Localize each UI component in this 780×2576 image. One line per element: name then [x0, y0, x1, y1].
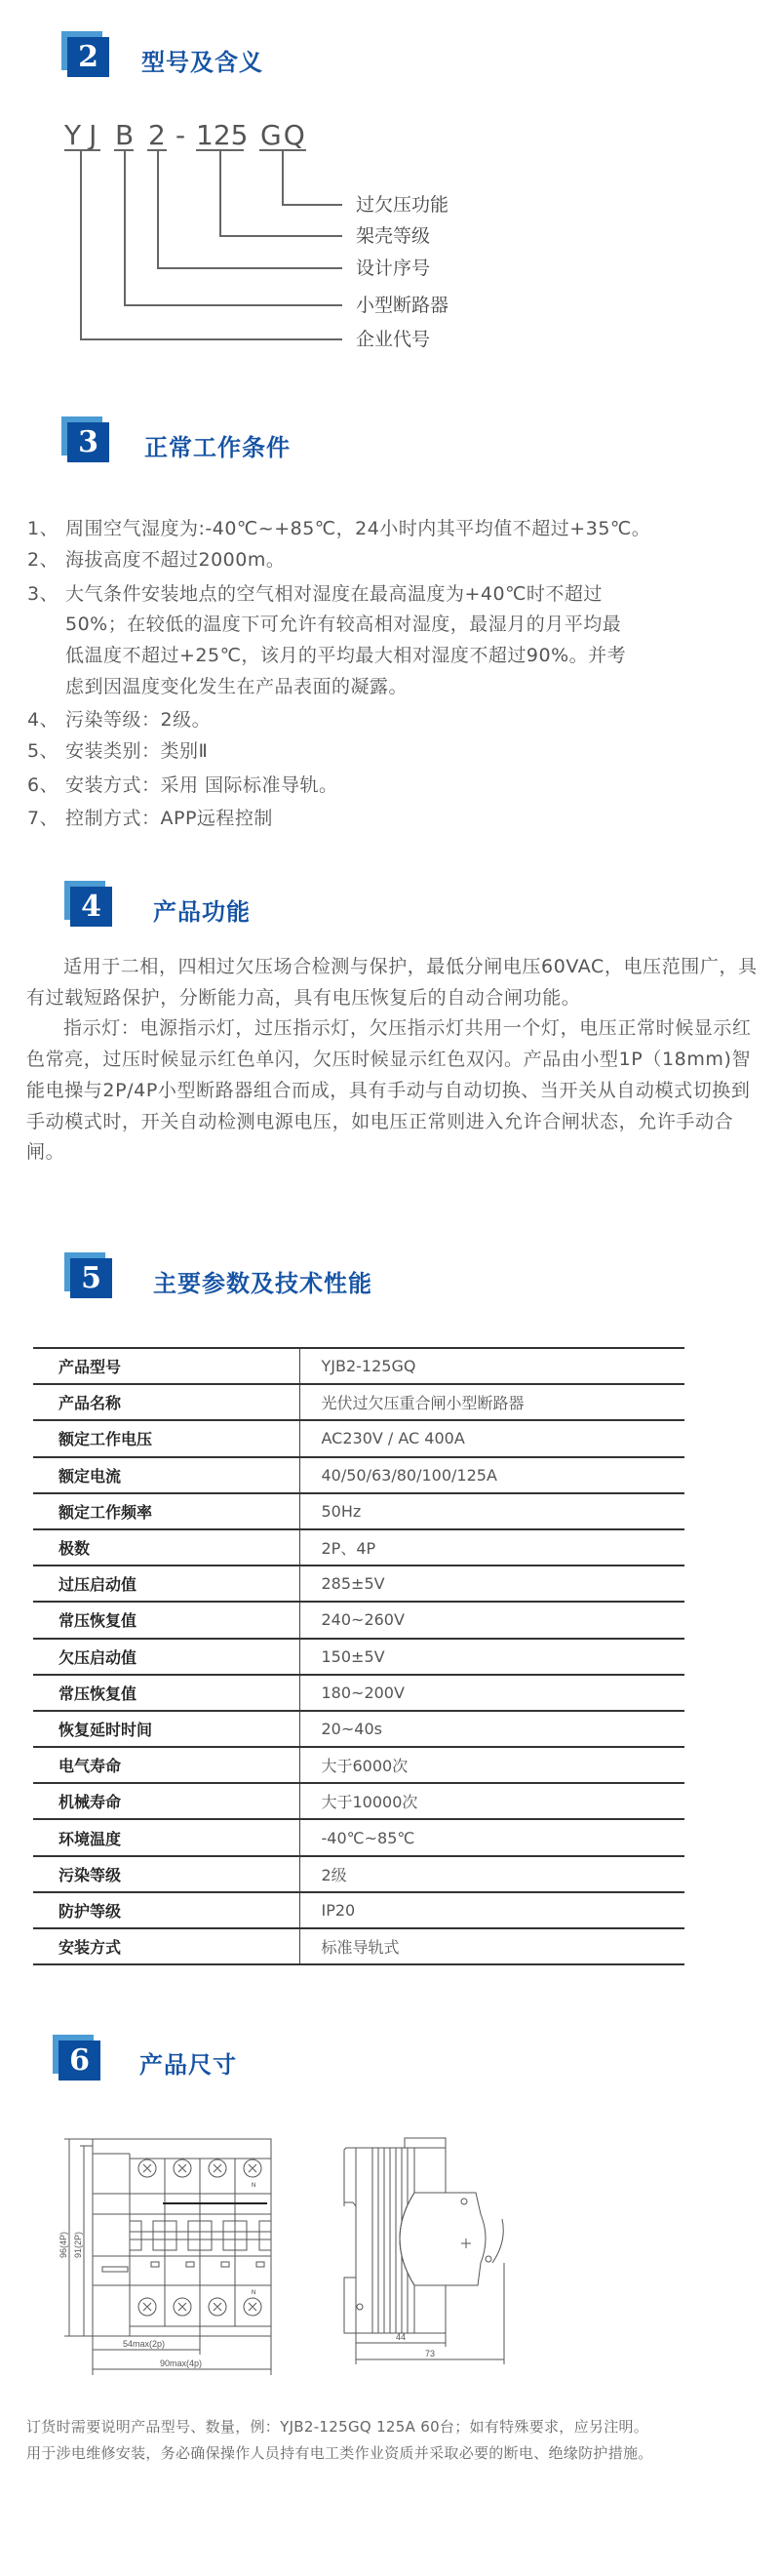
dim-depth-body: 44 — [396, 2332, 407, 2342]
param-value: IP20 — [299, 1892, 684, 1928]
table-row — [33, 1856, 684, 1892]
condition-item: 7、 控制方式：APP远程控制 — [27, 808, 273, 829]
condition-item-cont: 虑到因温度变化发生在产品表面的凝露。 — [65, 676, 409, 697]
param-name: 额定工作电压 — [33, 1420, 299, 1456]
label-overundervoltage: 过欠压功能 — [356, 194, 449, 216]
model-seg-b: B — [115, 119, 142, 151]
section-3-title: 正常工作条件 — [144, 434, 291, 461]
condition-item-cont: 低温度不超过+25℃，该月的平均最大相对湿度不超过90%。并考 — [65, 645, 627, 666]
param-name: 产品型号 — [33, 1348, 299, 1384]
condition-item: 1、 周围空气湿度为:-40℃~+85℃，24小时内其平均值不超过+35℃。 — [27, 518, 651, 539]
dimension-drawing — [0, 2126, 546, 2390]
section-2-title: 型号及含义 — [141, 49, 263, 76]
label-company-code: 企业代号 — [356, 329, 431, 350]
label-frame-grade: 架壳等级 — [356, 225, 431, 247]
param-name: 产品名称 — [33, 1384, 299, 1420]
table-row — [33, 1420, 684, 1456]
section-3-badge: 3 — [61, 416, 110, 463]
table-row — [33, 1565, 684, 1602]
model-leader-lines — [0, 0, 390, 361]
neutral-label-top: N — [252, 2183, 256, 2189]
param-value: 20~40s — [299, 1711, 684, 1747]
section-5-badge: 5 — [64, 1252, 113, 1299]
param-value: 光伏过欠压重合闸小型断路器 — [299, 1384, 684, 1420]
function-text — [26, 952, 758, 1169]
section-5-title: 主要参数及技术性能 — [153, 1270, 372, 1297]
table-row — [33, 1675, 684, 1711]
label-design-no: 设计序号 — [356, 258, 431, 279]
param-name: 安装方式 — [33, 1928, 299, 1964]
table-row — [33, 1783, 684, 1819]
neutral-label-bottom: N — [252, 2290, 256, 2296]
param-name: 电气寿命 — [33, 1747, 299, 1783]
param-name: 欠压启动值 — [33, 1639, 299, 1675]
function-paragraph-1: 适用于二相，四相过欠压场合检测与保护，最低分闸电压60VAC，电压范围广，具有过载短路保护，分断能力高，具有电压恢复后的自动合闸功能。 — [26, 956, 758, 1009]
param-name: 常压恢复值 — [33, 1602, 299, 1638]
label-mcb: 小型断路器 — [356, 295, 449, 316]
function-paragraph-2: 指示灯：电源指示灯，过压指示灯，欠压指示灯共用一个灯，电压正常时候显示红色常亮，过压时候显示红色单闪，欠压时候显示红色双闪。产品由小型1P（18mm)智能电操与2P/4P小型断路器组合而成，具有手动与自动切换、当开关从自动模式切换到手动模式时，开关自动检测电源电压，如电压正常则进入允许合闸状态，允许手动合闸。 — [26, 1017, 752, 1164]
param-value: YJB2-125GQ — [299, 1348, 684, 1384]
dim-width-2p: 54max(2p) — [123, 2339, 166, 2349]
table-row — [33, 1348, 684, 1384]
param-value: 大于6000次 — [299, 1747, 684, 1783]
section-2-badge: 2 — [61, 31, 110, 78]
table-row — [33, 1711, 684, 1747]
condition-item: 6、 安装方式：采用 国际标准导轨。 — [27, 774, 338, 796]
param-name: 常压恢复值 — [33, 1675, 299, 1711]
param-value: 2P、4P — [299, 1529, 684, 1565]
param-value: 285±5V — [299, 1565, 684, 1602]
condition-item: 5、 安装类别：类别Ⅱ — [27, 740, 209, 762]
dim-width-4p: 90max(4p) — [160, 2358, 203, 2368]
table-row — [33, 1529, 684, 1565]
param-name: 恢复延时时间 — [33, 1711, 299, 1747]
param-name: 污染等级 — [33, 1856, 299, 1892]
param-name: 环境温度 — [33, 1819, 299, 1855]
table-row — [33, 1384, 684, 1420]
param-value: 标准导轨式 — [299, 1928, 684, 1964]
table-row — [33, 1819, 684, 1855]
model-seg-dash: - — [176, 119, 194, 151]
param-value: 40/50/63/80/100/125A — [299, 1457, 684, 1493]
table-row — [33, 1457, 684, 1493]
model-seg-125: 125 — [196, 119, 249, 151]
param-name: 额定工作频率 — [33, 1493, 299, 1529]
param-name: 过压启动值 — [33, 1565, 299, 1602]
table-row — [33, 1892, 684, 1928]
model-seg-gq: GQ — [260, 119, 307, 151]
front-view — [64, 2139, 271, 2375]
param-name: 防护等级 — [33, 1892, 299, 1928]
params-table — [33, 1347, 684, 1965]
param-value: 240~260V — [299, 1602, 684, 1638]
footer-safety-note: 用于涉电维修安装，务必确保操作人员持有电工类作业资质并采取必要的断电、绝缘防护措施。 — [26, 2444, 653, 2462]
side-view — [344, 2138, 504, 2364]
param-value: -40℃~85℃ — [299, 1819, 684, 1855]
param-value: AC230V / AC 400A — [299, 1420, 684, 1456]
param-value: 180~200V — [299, 1675, 684, 1711]
param-value: 150±5V — [299, 1639, 684, 1675]
table-row — [33, 1639, 684, 1675]
model-seg-2: 2 — [148, 119, 174, 151]
param-name: 极数 — [33, 1529, 299, 1565]
section-6-badge: 6 — [53, 2035, 101, 2081]
dim-depth-total: 73 — [425, 2349, 436, 2358]
param-value: 大于10000次 — [299, 1783, 684, 1819]
param-value: 50Hz — [299, 1493, 684, 1529]
table-row — [33, 1493, 684, 1529]
param-value: 2级 — [299, 1856, 684, 1892]
table-row — [33, 1928, 684, 1964]
section-4-title: 产品功能 — [153, 898, 251, 926]
section-6-title: 产品尺寸 — [139, 2051, 237, 2079]
model-seg-yj: YJ — [64, 119, 105, 151]
table-row — [33, 1602, 684, 1638]
condition-item: 2、 海拔高度不超过2000m。 — [27, 549, 286, 571]
condition-item-cont: 50%；在较低的温度下可允许有较高相对湿度，最湿月的月平均最 — [65, 614, 622, 635]
dim-height-4p: 96(4P) — [58, 2231, 68, 2258]
dim-height-2p: 91(2P) — [73, 2231, 83, 2258]
table-row — [33, 1747, 684, 1783]
param-name: 额定电流 — [33, 1457, 299, 1493]
section-4-badge: 4 — [64, 881, 113, 928]
param-name: 机械寿命 — [33, 1783, 299, 1819]
footer-order-note: 订货时需要说明产品型号、数量，例：YJB2-125GQ 125A 60台；如有特殊要求，应另注明。 — [26, 2418, 649, 2436]
condition-item: 3、 大气条件安装地点的空气相对湿度在最高温度为+40℃时不超过 — [27, 583, 603, 605]
condition-item: 4、 污染等级：2级。 — [27, 709, 212, 731]
